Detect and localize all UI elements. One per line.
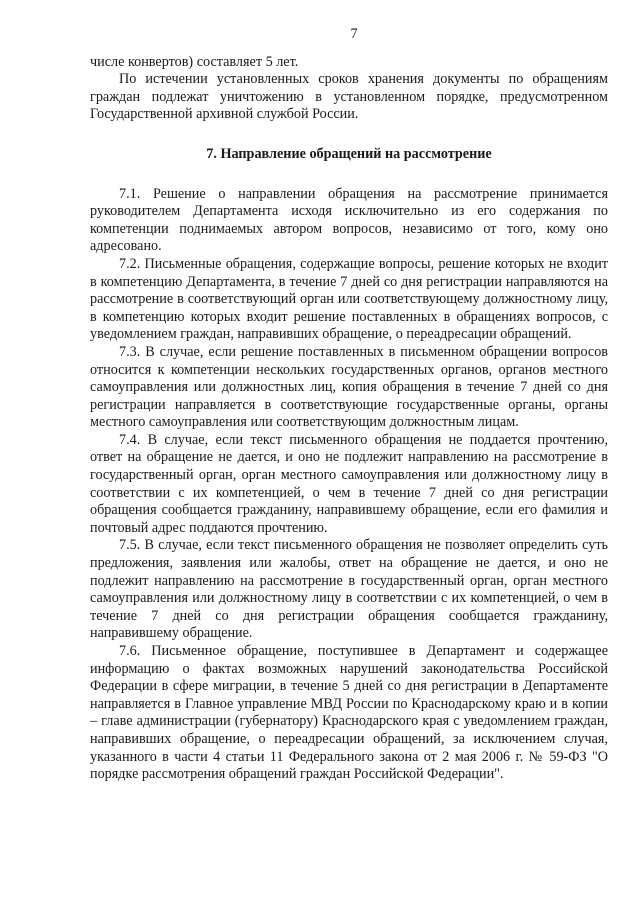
paragraph-7-2: 7.2. Письменные обращения, содержащие вопросы, решение которых не входит в компетенцию Департамента, в течение 7 дней со дня регистрации направляются на рассмотрение в соответствующий орган или соответствующему должностному лицу, в компетенцию которых входит решение поставленных в обращениях вопросов, с уведомлением граждан, направивших обращение, о переадресации обращений. bbox=[90, 255, 608, 343]
intro-continuation: числе конвертов) составляет 5 лет. bbox=[90, 53, 299, 70]
page-number: 7 bbox=[350, 26, 358, 42]
paragraph-7-3: 7.3. В случае, если решение поставленных в письменном обращении вопросов относится к компетенции нескольких государственных органов, органов местного самоуправления или должностных лиц, копия обращения в течение 7 дней со дня регистрации направляется в соответствующие государственные органы, органы местного самоуправления или соответствующим должностным лицам. bbox=[90, 343, 608, 431]
paragraph-7-6: 7.6. Письменное обращение, поступившее в Департамент и содержащее информацию о фактах возможных нарушений законодательства Российской Федерации в сфере миграции, в течение 5 дней со дня регистрации в Департаменте направляется в Главное управление МВД России по Краснодарскому краю и в копии – главе администрации (губернатору) Краснодарского края с уведомлением граждан, направивших обращение, о переадресации обращений, за исключением случая, указанного в части 4 статьи 11 Федерального закона от 2 мая 2006 г. № 59-ФЗ "О порядке рассмотрения обращений граждан Российской Федерации". bbox=[90, 643, 608, 783]
section-heading: 7. Направление обращений на рассмотрение bbox=[206, 145, 492, 162]
intro-paragraph-retention: По истечении установленных сроков хранения документы по обращениям граждан подлежат уничтожению в установленном порядке, предусмотренном Государственной архивной службой России. bbox=[90, 71, 608, 123]
document-page bbox=[90, 26, 608, 784]
paragraph-7-4: 7.4. В случае, если текст письменного обращения не поддается прочтению, ответ на обращение не дается, и оно не подлежит направлению на рассмотрение в государственный орган, орган местного самоуправления или должностному лицу в соответствии с их компетенцией, о чем в течение 7 дней со дня регистрации обращения сообщается гражданину, направившему обращение, если его фамилия и почтовый адрес поддаются прочтению. bbox=[90, 431, 608, 536]
paragraph-7-1: 7.1. Решение о направлении обращения на рассмотрение принимается руководителем Департамента исходя исключительно из его содержания по компетенции поднимаемых автором вопросов, независимо от того, кому оно адресовано. bbox=[90, 185, 608, 255]
paragraph-7-5: 7.5. В случае, если текст письменного обращения не позволяет определить суть предложения, заявления или жалобы, ответ на обращение не дается, и оно не подлежит направлению на рассмотрение в государственный орган, орган местного самоуправления или должностному лицу в соответствии с их компетенцией, о чем в течение 7 дней со дня регистрации обращения сообщается гражданину, направившему обращение. bbox=[90, 537, 608, 642]
